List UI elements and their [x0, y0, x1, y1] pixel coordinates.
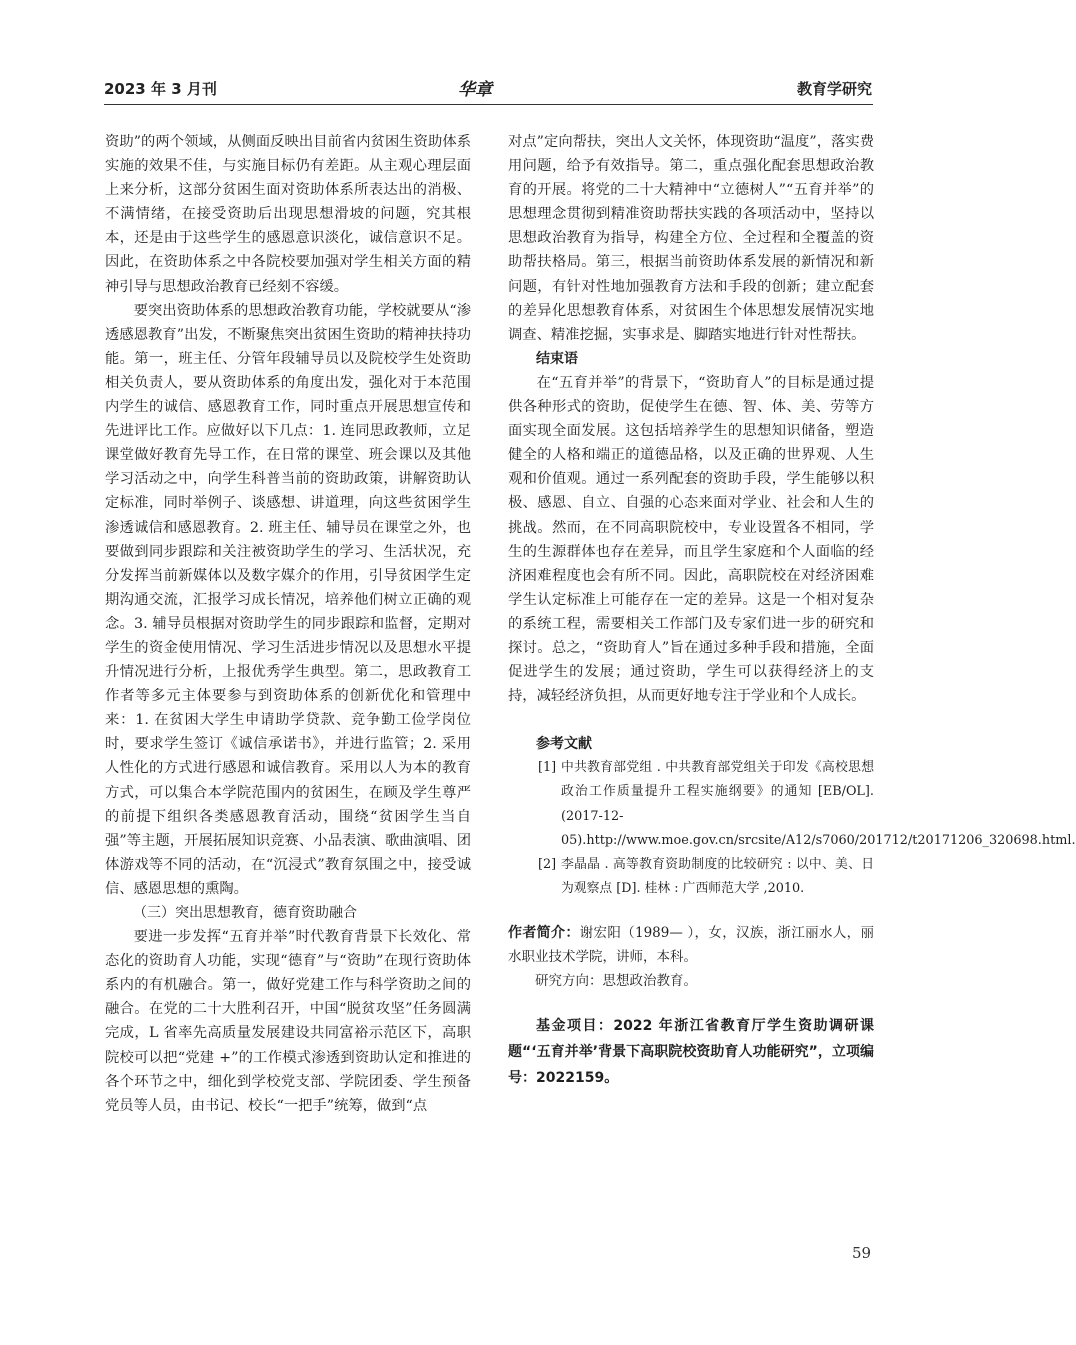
right-column — [508, 130, 1076, 1091]
reference-text: 中共教育部党组 . 中共教育部党组关于印发《高校思想政治工作质量提升工程实施纲要》的通知 [EB/OL].(2017-12-05).http://www.moe.gov.cn/srcsite/A12/s7060/201712/t20171206_320698.html. — [561, 760, 1076, 848]
conclusion-heading: 结束语 — [536, 350, 578, 367]
reference-number: [2] — [538, 856, 557, 872]
author-info — [508, 921, 874, 969]
paragraph: 对点”定向帮扶，突出人文关怀，体现资助“温度”，落实费用问题，给予有效指导。第二，重点强化配套思想政治教育的开展。将党的二十大精神中“立德树人”“五育并举”的思想理念贯彻到精准资助帮扶实践的各项活动中，坚持以思想政治教育为指导，构建全方位、全过程和全覆盖的资助帮扶格局。第三，根据当前资助体系发展的新情况和新问题，有针对性地加强教育方法和手段的创新；建立配套的差异化思想教育体系，对贫困生个体思想发展情况实地调查、精准挖掘，实事求是、脚踏实地进行针对性帮扶。 — [508, 134, 874, 343]
journal-name: 华章 — [458, 80, 492, 100]
reference-number: [1] — [538, 760, 557, 776]
page-number: 59 — [852, 1244, 872, 1262]
header-issue-date: 2023 年 3 月刊 — [104, 80, 217, 98]
paragraph: 资助”的两个领域，从侧面反映出目前省内贫困生资助体系实施的效果不佳，与实施目标仍有差距。从主观心理层面上来分析，这部分贫困生面对资助体系所表达出的消极、不满情绪，在接受资助后出现思想滑坡的问题，究其根本，还是由于这些学生的感恩意识淡化，诚信意识不足。因此，在资助体系之中各院校要加强对学生相关方面的精神引导与思想政治教育已经刻不容缓。 — [105, 134, 471, 295]
reference-item — [508, 756, 1076, 852]
reference-text: 李晶晶 . 高等教育资助制度的比较研究 : 以中、美、日为观察点 [D]. 桂林 : 广西师范大学 ,2010. — [561, 856, 874, 896]
author-label: 作者简介： — [508, 924, 580, 941]
section-title: 教育学研究 — [796, 80, 872, 98]
paragraph: 在“五育并举”的背景下，“资助育人”的目标是通过提供各种形式的资助，促使学生在德、智、体、美、劳等方面实现全面发展。这包括培养学生的思想知识储备，塑造健全的人格和端正的道德品格，以及正确的世界观、人生观和价值观。通过一系列配套的资助手段，学生能够以积极、感恩、自立、自强的心态来面对学业、社会和人生的挑战。然而，在不同高职院校中，专业设置各不相同，学生的生源群体也存在差异，而且学生家庭和个人面临的经济困难程度也会有所不同。因此，高职院校在对经济困难学生认定标准上可能存在一定的差异。这是一个相对复杂的系统工程，需要相关工作部门及专家们进一步的研究和探讨。总之，“资助育人”旨在通过多种手段和措施，全面促进学生的发展；通过资助，学生可以获得经济上的支持，减轻经济负担，从而更好地专注于学业和个人成长。 — [508, 374, 874, 705]
paragraph: 要进一步发挥“五育并举”时代教育背景下长效化、常态化的资助育人功能，实现“德育”与“资助”在现行资助体系内的有机融合。第一，做好党建工作与科学资助之间的融合。在党的二十大胜利召开，中国“脱贫攻坚”任务圆满完成，L 省率先高质量发展建设共同富裕示范区下，高职院校可以把“党建 +”的工作模式渗透到资助认定和推进的各个环节之中，细化到学校党支部、学院团委、学生预备党员等人员，由书记、校长“一把手”统筹，做到“点 — [105, 929, 471, 1114]
left-column — [105, 130, 471, 1118]
section-subheading: （三）突出思想教育，德育资助融合 — [133, 905, 357, 921]
header-rule — [104, 104, 873, 105]
paragraph: 要突出资助体系的思想政治教育功能，学校就要从“渗透感恩教育”出发，不断聚焦突出贫困生资助的精神扶持功能。第一，班主任、分管年段辅导员以及院校学生处资助相关负责人，要从资助体系的角度出发，强化对于本范围内学生的诚信、感恩教育工作，同时重点开展思想宣传和先进评比工作。应做好以下几点：1. 连同思政教师，立足课堂做好教育先导工作，在日常的课堂、班会课以及其他学习活动之中，向学生科普当前的资助政策，讲解资助认定标准，同时举例子、谈感想、讲道理，向这些贫困学生渗透诚信和感恩教育。2. 班主任、辅导员在课堂之外，也要做到同步跟踪和关注被资助学生的学习、生活状况，充分发挥当前新媒体以及数字媒介的作用，引导贫困学生定期沟通交流，汇报学习成长情况，培养他们树立正确的观念。3. 辅导员根据对资助学生的同步跟踪和监督，定期对学生的资金使用情况、学习生活进步情况以及思想水平提升情况进行分析，上报优秀学生典型。第二，思政教育工作者等多元主体要参与到资助体系的创新优化和管理中来：1. 在贫困大学生申请助学贷款、竞争勤工俭学岗位时，要求学生签订《诚信承诺书》，并进行监管；2. 采用人性化的方式进行感恩和诚信教育。采用以人为本的教育方式，可以集合本学院范围内的贫困生，在顾及学生尊严的前提下组织各类感恩教育活动，围绕“贫困学生当自强”等主题，开展拓展知识竞赛、小品表演、歌曲演唱、团体游戏等不同的活动，在“沉浸式”教育氛围之中，接受诚信、感恩思想的熏陶。 — [105, 302, 471, 897]
research-direction: 研究方向：思想政治教育。 — [535, 973, 697, 990]
references-list — [508, 756, 1076, 901]
author-text: 谢宏阳（1989— ），女，汉族，浙江丽水人，丽水职业技术学院，讲师，本科。 — [508, 924, 874, 965]
references-heading: 参考文献 — [536, 736, 592, 753]
fund-info: 基金项目：2022 年浙江省教育厅学生资助调研课题“‘五育并举’背景下高职院校资助育人功能研究”，立项编号：2022159。 — [508, 1018, 874, 1087]
reference-item — [508, 853, 874, 901]
